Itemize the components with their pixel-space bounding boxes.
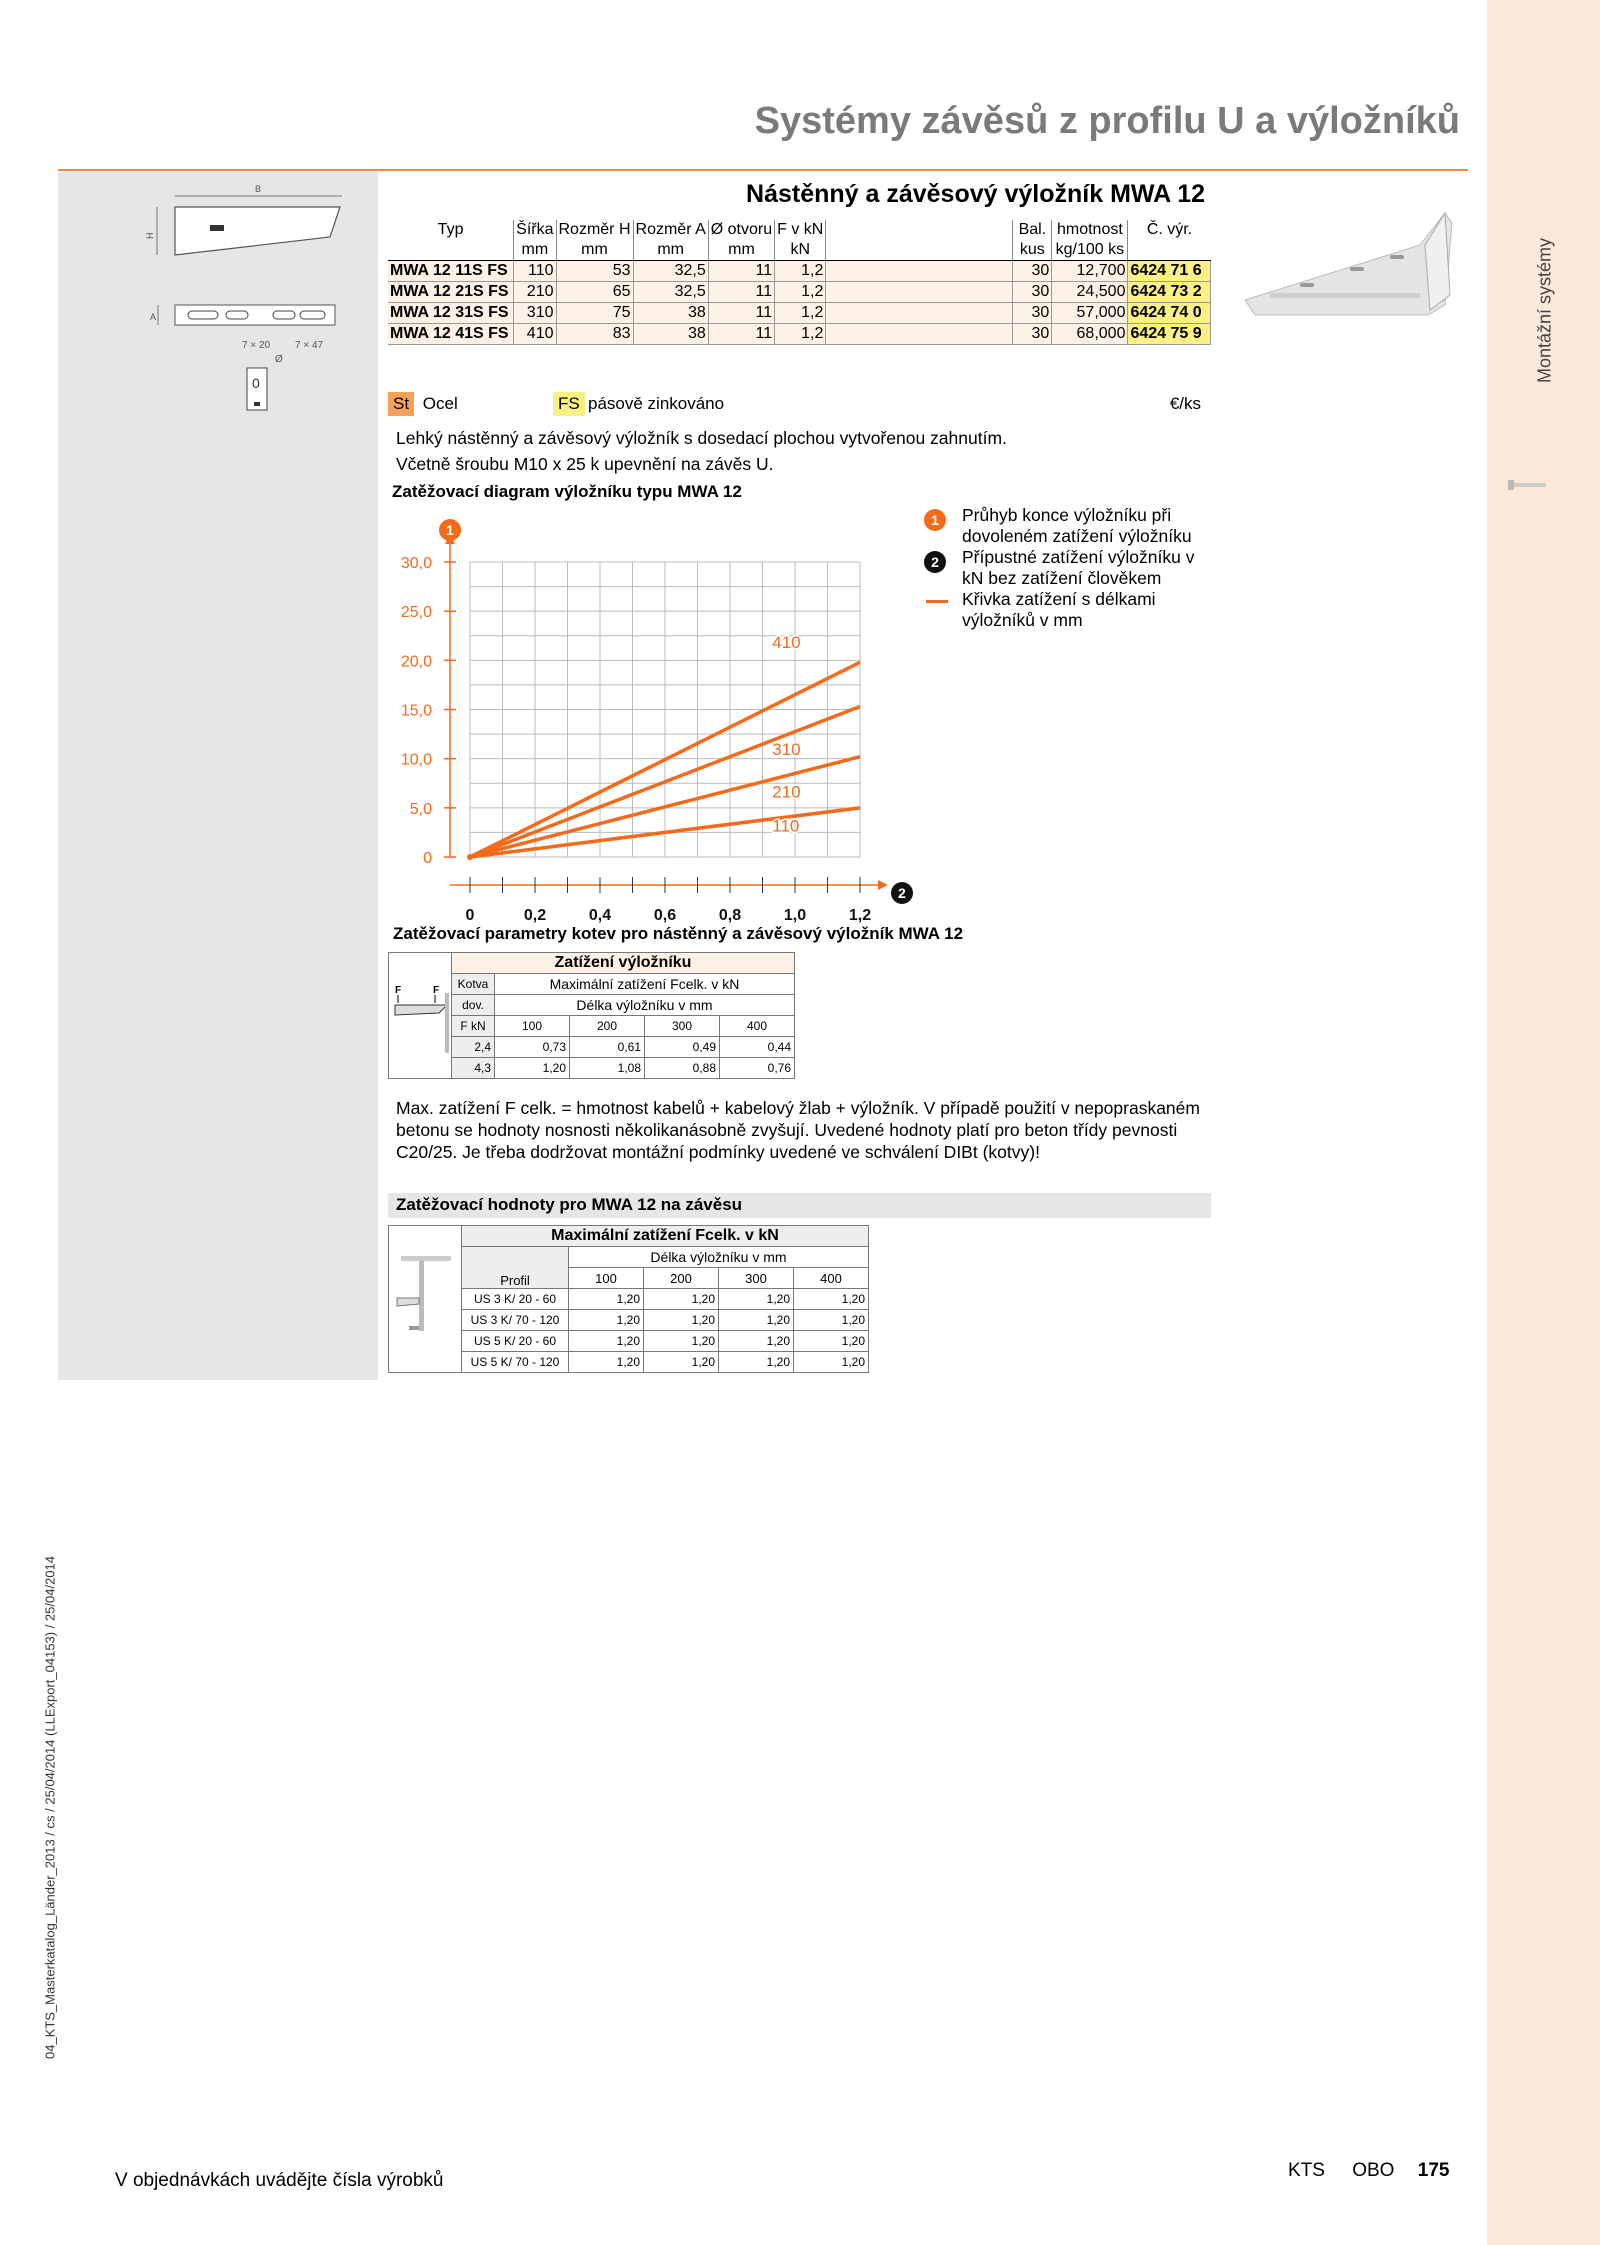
cell: 1,20 — [644, 1352, 719, 1373]
table-title: Zatížení výložníku — [452, 953, 795, 974]
cell: 100 — [495, 1016, 570, 1037]
force-label: F — [395, 985, 402, 996]
cell: 30 — [1013, 303, 1052, 324]
x-tick-label: 0,8 — [718, 907, 742, 924]
cell: 68,000 — [1052, 324, 1128, 345]
cell: 38 — [633, 303, 708, 324]
dim-b-label: B — [255, 184, 262, 194]
cell: dov. — [452, 995, 495, 1016]
cell: 1,20 — [719, 1352, 794, 1373]
cell: 30 — [1013, 282, 1052, 303]
cell: 300 — [719, 1268, 794, 1289]
page-number: 175 — [1417, 2160, 1450, 2181]
cell: 30 — [1013, 324, 1052, 345]
series-label-110: 110 — [772, 816, 800, 836]
product-photo — [1240, 205, 1455, 335]
cell: 200 — [570, 1016, 645, 1037]
x-tick-label: 1,2 — [848, 907, 872, 924]
footer-note: V objednávkách uvádějte čísla výrobků — [115, 2170, 444, 2191]
cell: 11 — [708, 303, 774, 324]
unit: mm — [514, 240, 556, 261]
cell: US 5 K/ 70 - 120 — [462, 1352, 569, 1373]
cell: 2,4 — [452, 1037, 495, 1058]
col-bal: Bal. — [1013, 220, 1052, 240]
col-cislo: Č. výr. — [1146, 221, 1193, 238]
x-tick-label: 1,0 — [783, 907, 807, 924]
col-hmotnost: hmotnost — [1052, 220, 1128, 240]
cell: 1,2 — [775, 324, 826, 345]
cell: 1,20 — [569, 1352, 644, 1373]
force-label: F — [433, 985, 440, 996]
cell — [826, 282, 1013, 303]
cell: MWA 12 11S FS — [388, 261, 514, 282]
cell: 30 — [1013, 261, 1052, 282]
load-chart — [380, 505, 940, 925]
y-axis — [401, 519, 461, 867]
section-title: Nástěnný a závěsový výložník MWA 12 — [746, 180, 1205, 208]
marker-2-label: 2 — [898, 885, 906, 901]
hanger-table — [388, 1225, 869, 1373]
col-f: F v kN — [775, 220, 826, 240]
cell: 32,5 — [633, 261, 708, 282]
cell: 1,2 — [775, 282, 826, 303]
dim-h-label: H — [145, 232, 155, 239]
marker-2-icon: 2 — [924, 551, 946, 573]
price-unit: €/ks — [1169, 394, 1201, 413]
cell: US 5 K/ 20 - 60 — [462, 1331, 569, 1352]
hanger-sketch — [389, 1226, 462, 1373]
col-blank — [826, 220, 1013, 240]
cell: 1,20 — [719, 1310, 794, 1331]
description-line: Včetně šroubu M10 x 25 k upevnění na závěs U. — [396, 454, 774, 474]
cell: MWA 12 31S FS — [388, 303, 514, 324]
cell: 12,700 — [1052, 261, 1128, 282]
y-tick-label: 10,0 — [400, 751, 432, 769]
article-number: 6424 74 0 — [1128, 303, 1211, 324]
col-rozmer-h: Rozměr H — [556, 220, 633, 240]
series-label-410: 410 — [772, 632, 801, 652]
note-text: Max. zatížení F celk. = hmotnost kabelů + kabelový žlab + výložník. V případě použití v nepopraskaném betonu se hodnoty nosnosti několikanásobně zvyšují. Uvedené hodnoty platí pro beton třídy pevnosti C20/25. Je třeba dodržovat montážní podmínky uvedené ve schválení DIBt (kotvy)! — [396, 1098, 1200, 1162]
cell: 100 — [569, 1268, 644, 1289]
cell: 75 — [556, 303, 633, 324]
cell: 210 — [514, 282, 556, 303]
y-tick-label: 5,0 — [409, 800, 432, 818]
cell: Kotva — [452, 974, 495, 995]
cell: 1,08 — [570, 1058, 645, 1079]
y-tick-label: 30,0 — [400, 555, 432, 572]
cell: 83 — [556, 324, 633, 345]
cell: 1,20 — [794, 1289, 869, 1310]
cell: 1,20 — [569, 1289, 644, 1310]
technical-drawing — [140, 180, 370, 430]
bracket-sketch — [389, 953, 452, 1079]
article-number: 6424 73 2 — [1128, 282, 1211, 303]
spec-table — [388, 220, 1211, 345]
cell — [826, 324, 1013, 345]
cell: 0,76 — [720, 1058, 795, 1079]
steel-label: Ocel — [422, 394, 458, 413]
cell: 38 — [633, 324, 708, 345]
x-tick-label: 0 — [465, 907, 475, 924]
profile-header: Profil — [462, 1247, 569, 1289]
legend-text: Křivka zatížení s délkami výložníků v mm — [962, 589, 1156, 630]
series-label-210: 210 — [772, 782, 801, 802]
cell: MWA 12 41S FS — [388, 324, 514, 345]
chart-grid — [470, 562, 860, 857]
article-number: 6424 75 9 — [1128, 324, 1211, 345]
slot2-label: 7 × 47 — [295, 340, 324, 351]
cell: 1,20 — [569, 1331, 644, 1352]
cell: Délka výložníku v mm — [569, 1247, 869, 1268]
marker-1-label: 1 — [446, 522, 454, 538]
x-tick-label: 0,2 — [523, 907, 547, 924]
unit: mm — [633, 240, 708, 261]
cell: 400 — [720, 1016, 795, 1037]
title-rule — [58, 169, 1468, 171]
series-lines — [467, 633, 860, 860]
cell: 32,5 — [633, 282, 708, 303]
cell: F kN — [452, 1016, 495, 1037]
legend-item — [920, 589, 1220, 631]
unit — [826, 240, 1013, 261]
hanger-title: Zatěžovací hodnoty pro MWA 12 na závěsu — [396, 1195, 743, 1214]
cell: 1,2 — [775, 261, 826, 282]
zero-label: 0 — [252, 375, 260, 391]
cell: 1,20 — [794, 1352, 869, 1373]
y-tick-label: 0 — [423, 850, 432, 867]
cell: 11 — [708, 282, 774, 303]
cell: 11 — [708, 324, 774, 345]
legend-text: Přípustné zatížení výložníku v kN bez zatížení člověkem — [962, 547, 1195, 588]
col-otvor: Ø otvoru — [708, 220, 774, 240]
dia-label: Ø — [275, 354, 283, 365]
col-typ: Typ — [388, 220, 514, 240]
cell: 0,49 — [645, 1037, 720, 1058]
cell: 1,20 — [569, 1310, 644, 1331]
description-line: Lehký nástěnný a závěsový výložník s dosedací plochou vytvořenou zahnutím. — [396, 428, 1007, 448]
side-label: Montážní systémy — [1534, 237, 1555, 384]
cell — [826, 261, 1013, 282]
cell: 57,000 — [1052, 303, 1128, 324]
fs-tag: FS — [553, 392, 585, 416]
cell: 65 — [556, 282, 633, 303]
y-tick-label: 20,0 — [400, 653, 432, 671]
cell: 1,20 — [495, 1058, 570, 1079]
catalog-info: 04_KTS_Masterkatalog_Länder_2013 / cs / 25/04/2014 (LLExport_04153) / 25/04/2014 — [42, 1555, 58, 2060]
cell: 0,44 — [720, 1037, 795, 1058]
cell: 1,20 — [794, 1331, 869, 1352]
cell: 310 — [514, 303, 556, 324]
unit — [1128, 240, 1211, 261]
y-tick-label: 15,0 — [400, 702, 432, 720]
cell: 11 — [708, 261, 774, 282]
cell — [826, 303, 1013, 324]
x-tick-label: 0,6 — [653, 907, 677, 924]
cell: Maximální zatížení Fcelk. v kN — [495, 974, 795, 995]
footer-obo: OBO — [1352, 2160, 1395, 2181]
table-row — [388, 324, 1211, 345]
table-row — [388, 303, 1211, 324]
unit: mm — [556, 240, 633, 261]
hanger-title-bar — [388, 1193, 1211, 1218]
cell: 1,2 — [775, 303, 826, 324]
col-sirka: Šířka — [514, 220, 556, 240]
col-rozmer-a: Rozměr A — [633, 220, 708, 240]
cell: 1,20 — [719, 1331, 794, 1352]
marker-1-icon: 1 — [924, 509, 946, 531]
steel-tag: St — [388, 392, 414, 416]
unit: mm — [708, 240, 774, 261]
diagram-title: Zatěžovací diagram výložníku typu MWA 12 — [392, 482, 742, 501]
x-tick-label: 0,4 — [588, 907, 612, 924]
page-title: Systémy závěsů z profilu U a výložníků — [754, 100, 1460, 142]
material-row — [388, 392, 1211, 420]
cell: 53 — [556, 261, 633, 282]
cell: US 3 K/ 20 - 60 — [462, 1289, 569, 1310]
x-axis — [450, 877, 913, 924]
legend-item — [920, 547, 1220, 589]
cell: 200 — [644, 1268, 719, 1289]
unit — [388, 240, 514, 261]
cell: 400 — [794, 1268, 869, 1289]
x-arrow-icon — [878, 880, 888, 890]
table-row — [388, 261, 1211, 282]
fs-label: pásově zinkováno — [588, 394, 725, 413]
cell: MWA 12 21S FS — [388, 282, 514, 303]
orange-line-icon — [926, 600, 948, 603]
cell: 24,500 — [1052, 282, 1128, 303]
cell: 0,88 — [645, 1058, 720, 1079]
cell: 1,20 — [644, 1289, 719, 1310]
cell: 110 — [514, 261, 556, 282]
cell: 410 — [514, 324, 556, 345]
cell: 1,20 — [719, 1289, 794, 1310]
slot1-label: 7 × 20 — [242, 340, 271, 351]
footer-kts: KTS — [1288, 2160, 1325, 2181]
y-tick-label: 25,0 — [400, 604, 432, 622]
cell: 300 — [645, 1016, 720, 1037]
series-label-310: 310 — [772, 740, 801, 760]
dim-a-label: A — [150, 312, 157, 322]
cell: Délka výložníku v mm — [495, 995, 795, 1016]
unit: kN — [775, 240, 826, 261]
unit: kg/100 ks — [1052, 240, 1128, 261]
cell: 1,20 — [644, 1310, 719, 1331]
table-row — [388, 282, 1211, 303]
table-title: Maximální zatížení Fcelk. v kN — [462, 1226, 869, 1247]
cell: US 3 K/ 70 - 120 — [462, 1310, 569, 1331]
cell: 1,20 — [794, 1310, 869, 1331]
chart-legend — [920, 505, 1220, 631]
cell: 1,20 — [644, 1331, 719, 1352]
legend-text: Průhyb konce výložníku při dovoleném zatížení výložníku — [962, 505, 1192, 546]
article-number: 6424 71 6 — [1128, 261, 1211, 282]
origin-point — [467, 854, 473, 860]
cell: 0,73 — [495, 1037, 570, 1058]
unit: kus — [1013, 240, 1052, 261]
cell: 0,61 — [570, 1037, 645, 1058]
legend-item — [920, 505, 1220, 547]
description — [396, 425, 1196, 477]
anchor-table — [388, 952, 795, 1079]
footer-brand — [1288, 2160, 1449, 2182]
screw-icon — [1508, 478, 1548, 492]
cell: 4,3 — [452, 1058, 495, 1079]
anchor-title: Zatěžovací parametry kotev pro nástěnný a závěsový výložník MWA 12 — [393, 924, 964, 943]
